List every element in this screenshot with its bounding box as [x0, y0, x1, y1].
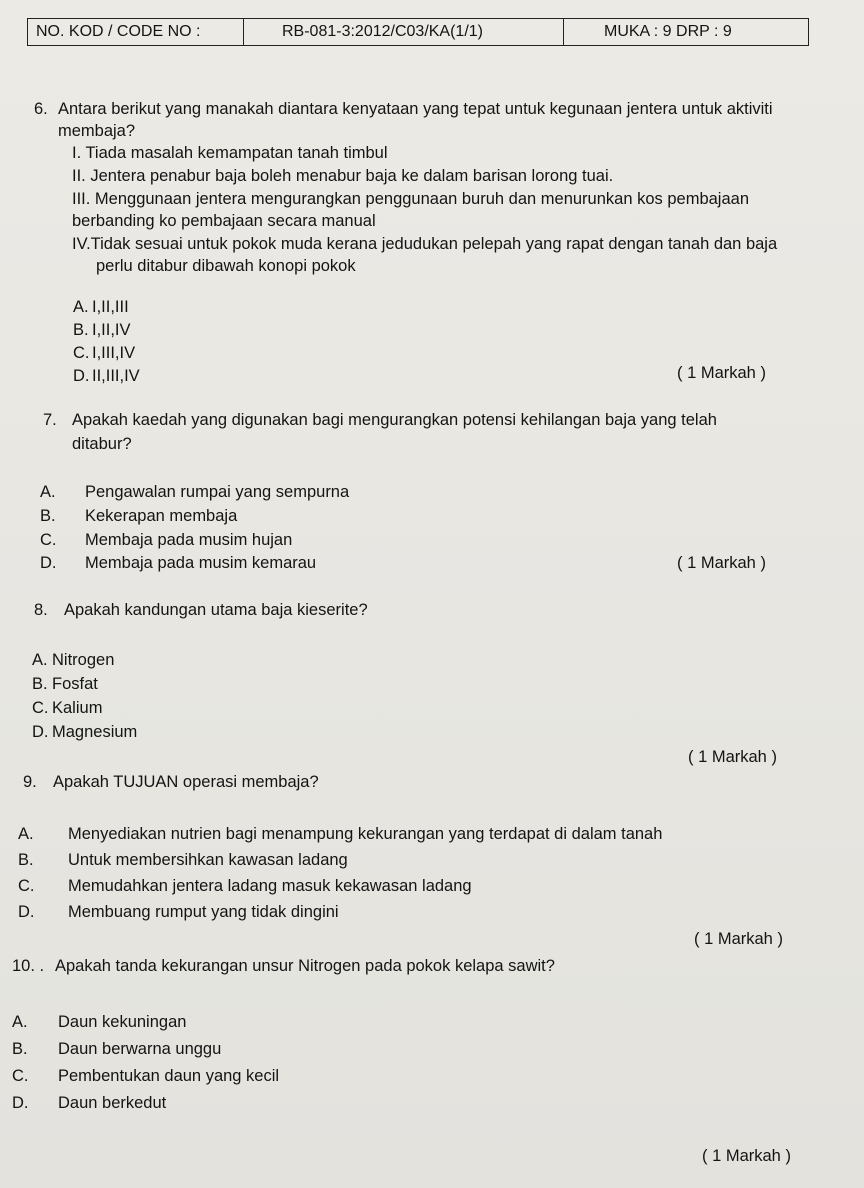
option-letter: D. — [12, 1094, 29, 1112]
option-letter: C. — [12, 1067, 29, 1085]
option-letter: A. — [18, 825, 34, 843]
marks-label: ( 1 Markah ) — [688, 748, 777, 766]
statement-line: perlu ditabur dibawah konopi pokok — [96, 257, 356, 275]
statement-line: I. Tiada masalah kemampatan tanah timbul — [72, 144, 388, 162]
option-text: Membaja pada musim hujan — [85, 531, 293, 549]
question-text-line: Apakah kaedah yang digunakan bagi mengurangkan potensi kehilangan baja yang telah — [72, 411, 717, 429]
statement-line: III. Menggunaan jentera mengurangkan penggunaan buruh dan menurunkan kos pembajaan — [72, 190, 749, 208]
option-letter: B. — [73, 321, 89, 339]
marks-label: ( 1 Markah ) — [677, 554, 766, 572]
option-text: Menyediakan nutrien bagi menampung kekurangan yang terdapat di dalam tanah — [68, 825, 663, 843]
option-letter: B. — [32, 675, 48, 693]
option-text: Memudahkan jentera ladang masuk kekawasan ladang — [68, 877, 472, 895]
option-text: Nitrogen — [52, 651, 115, 669]
option-letter: A. — [12, 1013, 28, 1031]
option-text: Daun kekuningan — [58, 1013, 187, 1031]
statement-line: berbanding ko pembajaan secara manual — [72, 212, 376, 230]
question-number: 7. — [43, 411, 57, 429]
option-text: Membaja pada musim kemarau — [85, 554, 317, 572]
option-text: I,III,IV — [92, 344, 136, 362]
option-letter: A. — [73, 298, 89, 316]
statement-line: II. Jentera penabur baja boleh menabur baja ke dalam barisan lorong tuai. — [72, 167, 614, 185]
option-text: Pengawalan rumpai yang sempurna — [85, 483, 350, 501]
question-number: 6. — [34, 100, 48, 118]
option-text: Magnesium — [52, 723, 138, 741]
marks-label: ( 1 Markah ) — [677, 364, 766, 382]
option-text: Membuang rumput yang tidak dingini — [68, 903, 339, 921]
page-info: MUKA : 9 DRP : 9 — [604, 23, 732, 40]
header-table — [27, 18, 809, 46]
question-number: 8. — [34, 601, 48, 619]
option-letter: A. — [32, 651, 48, 669]
option-text: Fosfat — [52, 675, 98, 693]
option-letter: D. — [40, 554, 57, 572]
option-text: Daun berwarna unggu — [58, 1040, 222, 1058]
option-text: Kekerapan membaja — [85, 507, 238, 525]
option-text: I,II,III — [92, 298, 129, 316]
code-value: RB-081-3:2012/C03/KA(1/1) — [244, 19, 564, 45]
statement-line: IV.Tidak sesuai untuk pokok muda kerana jedudukan pelepah yang rapat dengan tanah dan baja — [72, 235, 778, 253]
option-letter: C. — [73, 344, 90, 362]
option-text: Untuk membersihkan kawasan ladang — [68, 851, 348, 869]
question-text-line: Apakah kandungan utama baja kieserite? — [64, 601, 368, 619]
option-letter: D. — [32, 723, 49, 741]
option-letter: C. — [40, 531, 57, 549]
option-letter: B. — [18, 851, 34, 869]
option-letter: B. — [12, 1040, 28, 1058]
option-letter: D. — [73, 367, 90, 385]
marks-label: ( 1 Markah ) — [702, 1147, 791, 1165]
question-number: 10. . — [12, 957, 45, 975]
option-letter: D. — [18, 903, 35, 921]
question-text-line: Apakah tanda kekurangan unsur Nitrogen pada pokok kelapa sawit? — [55, 957, 555, 975]
option-text: II,III,IV — [92, 367, 140, 385]
option-text: Kalium — [52, 699, 103, 717]
code-label: NO. KOD / CODE NO : — [28, 19, 244, 45]
option-text: Pembentukan daun yang kecil — [58, 1067, 280, 1085]
question-text-line: Antara berikut yang manakah diantara kenyataan yang tepat untuk kegunaan jentera untuk aktiviti — [58, 100, 773, 118]
option-text: I,II,IV — [92, 321, 131, 339]
question-text-line: membaja? — [58, 122, 136, 140]
question-number: 9. — [23, 773, 37, 791]
option-letter: A. — [40, 483, 56, 501]
option-letter: C. — [18, 877, 35, 895]
option-text: Daun berkedut — [58, 1094, 167, 1112]
marks-label: ( 1 Markah ) — [694, 930, 783, 948]
option-letter: B. — [40, 507, 56, 525]
question-text-line: Apakah TUJUAN operasi membaja? — [53, 773, 319, 791]
option-letter: C. — [32, 699, 49, 717]
question-text-line: ditabur? — [72, 435, 132, 453]
